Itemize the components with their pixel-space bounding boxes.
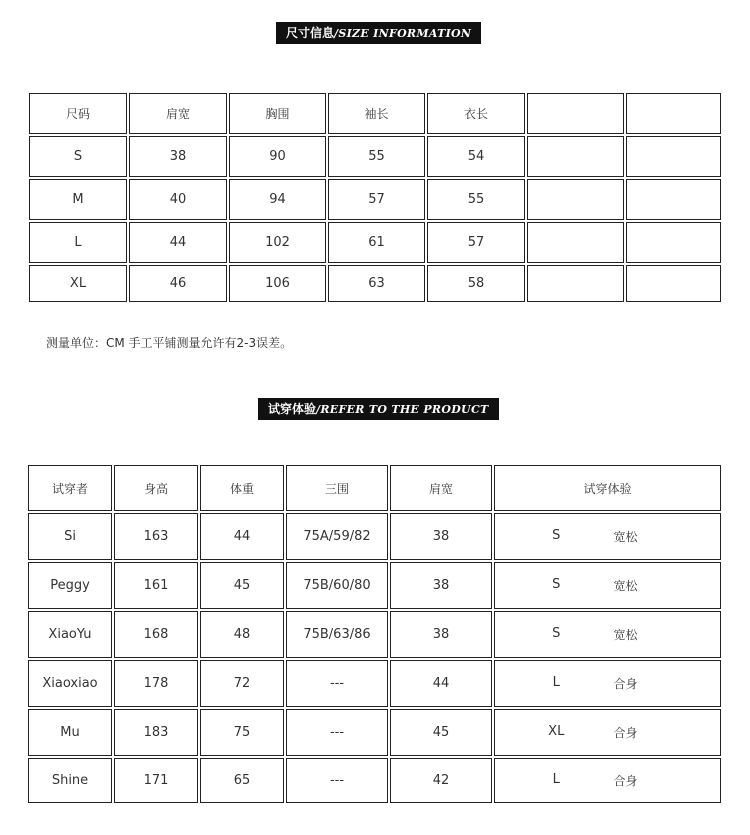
refer-experience-cell bbox=[494, 709, 721, 756]
fit-description: 宽松 bbox=[613, 579, 638, 593]
fit-size-label: S bbox=[552, 528, 561, 543]
refer-weight-cell: 44 bbox=[200, 513, 284, 560]
measurement-note: 测量单位：CM 手工平铺测量允许有2-3误差。 bbox=[46, 336, 293, 350]
refer-height-cell: 168 bbox=[114, 611, 198, 658]
size-table-cell: 44 bbox=[129, 222, 227, 263]
size-header-cell bbox=[626, 93, 721, 134]
refer-shoulder-cell: 42 bbox=[390, 758, 492, 803]
refer-experience-cell bbox=[494, 513, 721, 560]
refer-shoulder-cell: 38 bbox=[390, 611, 492, 658]
fit-description: 合身 bbox=[613, 726, 638, 740]
size-info-title-sep: / bbox=[334, 27, 339, 40]
refer-weight-cell: 45 bbox=[200, 562, 284, 609]
refer-measure-cell: --- bbox=[286, 709, 388, 756]
refer-weight-cell: 72 bbox=[200, 660, 284, 707]
refer-weight-cell: 65 bbox=[200, 758, 284, 803]
size-info-title-en: SIZE INFORMATION bbox=[338, 27, 472, 40]
fit-description: 合身 bbox=[613, 774, 638, 788]
size-table-cell: 54 bbox=[427, 136, 525, 177]
size-header-cell: 肩宽 bbox=[129, 93, 227, 134]
refer-title-cn: 试穿体验 bbox=[268, 402, 317, 416]
refer-header-cell: 身高 bbox=[114, 465, 198, 511]
refer-name-cell: Si bbox=[28, 513, 112, 560]
refer-height-cell: 171 bbox=[114, 758, 198, 803]
size-table-cell: M bbox=[29, 179, 127, 220]
size-table-cell: 90 bbox=[229, 136, 326, 177]
refer-shoulder-cell: 44 bbox=[390, 660, 492, 707]
fit-size-label: S bbox=[552, 626, 561, 641]
refer-header-cell: 肩宽 bbox=[390, 465, 492, 511]
size-table-cell: 63 bbox=[328, 265, 425, 302]
size-table-cell bbox=[626, 265, 721, 302]
refer-title-en: REFER TO THE PRODUCT bbox=[320, 403, 489, 416]
size-table-cell: 106 bbox=[229, 265, 326, 302]
refer-shoulder-cell: 38 bbox=[390, 513, 492, 560]
fit-size-label: L bbox=[552, 772, 560, 787]
size-header-cell bbox=[527, 93, 624, 134]
refer-measure-cell: --- bbox=[286, 758, 388, 803]
refer-measure-cell: 75A/59/82 bbox=[286, 513, 388, 560]
refer-height-cell: 163 bbox=[114, 513, 198, 560]
fit-size-label: XL bbox=[548, 724, 565, 739]
refer-measure-cell: --- bbox=[286, 660, 388, 707]
fit-description: 宽松 bbox=[613, 628, 638, 642]
refer-weight-cell: 75 bbox=[200, 709, 284, 756]
size-table-cell: 102 bbox=[229, 222, 326, 263]
size-table-cell: L bbox=[29, 222, 127, 263]
size-table-cell bbox=[527, 179, 624, 220]
size-table-cell: 61 bbox=[328, 222, 425, 263]
refer-height-cell: 183 bbox=[114, 709, 198, 756]
refer-experience-cell bbox=[494, 611, 721, 658]
refer-height-cell: 178 bbox=[114, 660, 198, 707]
size-table-cell: 57 bbox=[328, 179, 425, 220]
size-table-cell bbox=[626, 222, 721, 263]
size-table-cell bbox=[527, 222, 624, 263]
refer-measure-cell: 75B/60/80 bbox=[286, 562, 388, 609]
refer-title-sep: / bbox=[316, 403, 321, 416]
size-info-banner bbox=[276, 22, 481, 44]
refer-header-cell: 试穿体验 bbox=[494, 465, 721, 511]
size-table-cell bbox=[626, 136, 721, 177]
refer-name-cell: Shine bbox=[28, 758, 112, 803]
size-header-cell: 袖长 bbox=[328, 93, 425, 134]
size-header-cell: 胸围 bbox=[229, 93, 326, 134]
size-table-cell: 55 bbox=[427, 179, 525, 220]
size-table-cell: 57 bbox=[427, 222, 525, 263]
refer-measure-cell: 75B/63/86 bbox=[286, 611, 388, 658]
refer-name-cell: Mu bbox=[28, 709, 112, 756]
fit-description: 合身 bbox=[613, 677, 638, 691]
size-header-cell: 衣长 bbox=[427, 93, 525, 134]
refer-name-cell: XiaoYu bbox=[28, 611, 112, 658]
refer-height-cell: 161 bbox=[114, 562, 198, 609]
fit-size-label: S bbox=[552, 577, 561, 592]
refer-header-cell: 体重 bbox=[200, 465, 284, 511]
refer-experience-cell bbox=[494, 660, 721, 707]
refer-header-cell: 试穿者 bbox=[28, 465, 112, 511]
refer-shoulder-cell: 38 bbox=[390, 562, 492, 609]
size-table-cell: 40 bbox=[129, 179, 227, 220]
size-table-cell: 58 bbox=[427, 265, 525, 302]
size-table-cell: S bbox=[29, 136, 127, 177]
size-table-cell bbox=[626, 179, 721, 220]
size-table-cell: XL bbox=[29, 265, 127, 302]
refer-weight-cell: 48 bbox=[200, 611, 284, 658]
refer-name-cell: Xiaoxiao bbox=[28, 660, 112, 707]
size-table-cell bbox=[527, 136, 624, 177]
size-table-cell: 94 bbox=[229, 179, 326, 220]
size-header-cell: 尺码 bbox=[29, 93, 127, 134]
refer-experience-cell bbox=[494, 562, 721, 609]
refer-shoulder-cell: 45 bbox=[390, 709, 492, 756]
size-table-cell bbox=[527, 265, 624, 302]
refer-experience-cell bbox=[494, 758, 721, 803]
refer-name-cell: Peggy bbox=[28, 562, 112, 609]
fit-size-label: L bbox=[552, 675, 560, 690]
size-table-cell: 46 bbox=[129, 265, 227, 302]
size-table-cell: 38 bbox=[129, 136, 227, 177]
fit-description: 宽松 bbox=[613, 530, 638, 544]
refer-banner bbox=[258, 398, 499, 420]
size-table-cell: 55 bbox=[328, 136, 425, 177]
refer-header-cell: 三围 bbox=[286, 465, 388, 511]
size-info-title-cn: 尺寸信息 bbox=[286, 26, 335, 40]
